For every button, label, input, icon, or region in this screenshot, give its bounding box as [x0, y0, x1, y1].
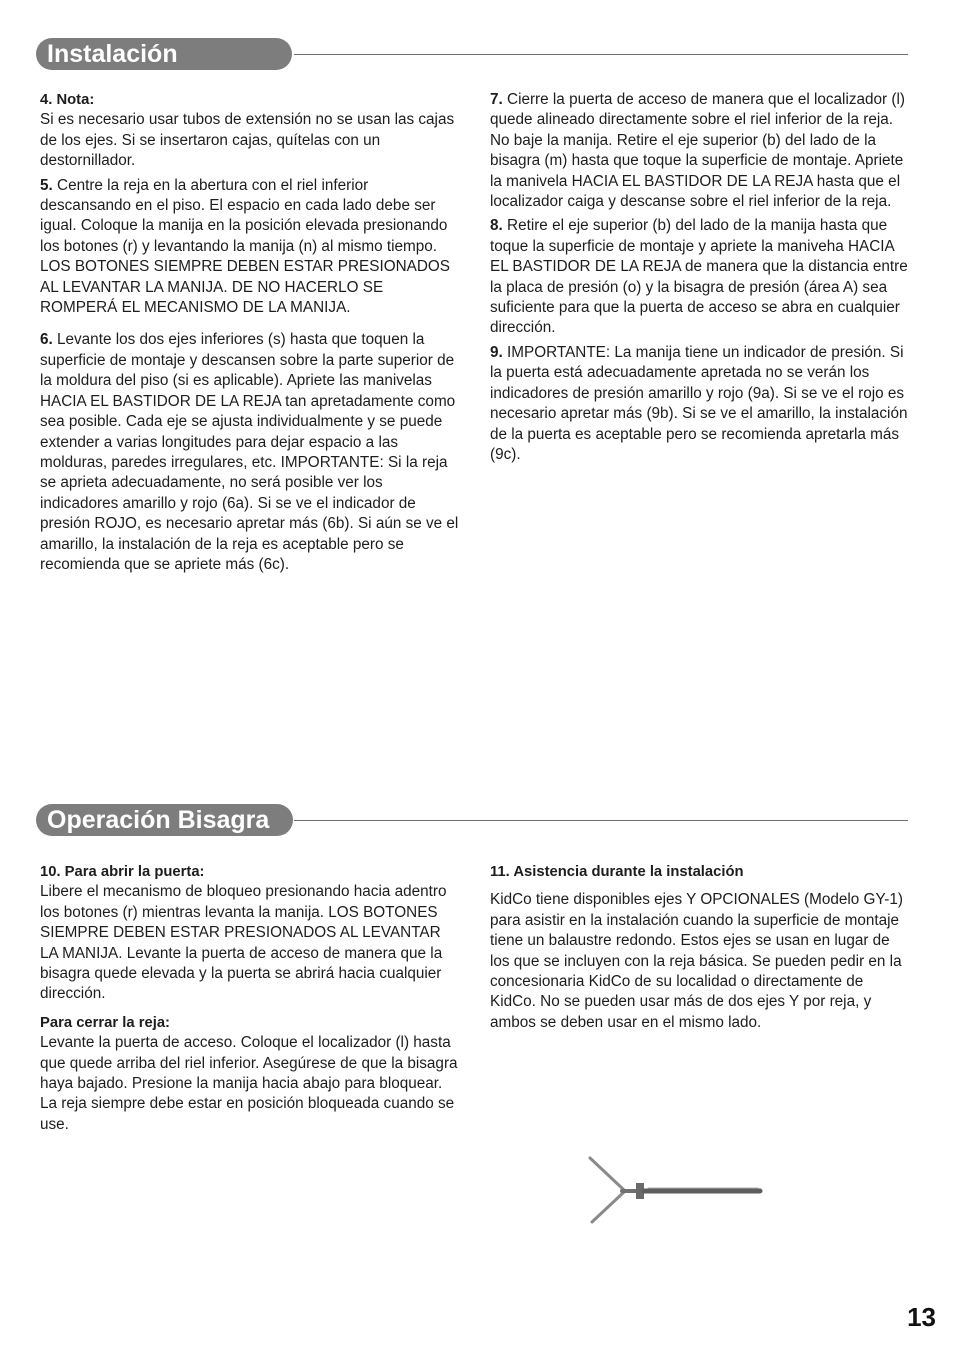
step-10 — [40, 862, 462, 1005]
section-header-instalacion — [36, 38, 908, 72]
header-rule — [294, 54, 908, 55]
step-8-number: 8. — [490, 217, 503, 235]
header-rule — [294, 820, 908, 821]
step-5 — [40, 176, 462, 319]
step-6-text: Levante los dos ejes inferiores (s) hasta que toquen la superficie de montaje y descansen sobre la parte superior de la moldura del piso (si es aplicable). Apriete las manivelas HACIA EL BASTIDOR DE LA REJA tan apretadamente como sea posible. Cada eje se ajusta individualmente y se puede extender a varias longitudes para dejar espacio a las molduras, paredes irregulares, etc. IMPORTANTE: Si la reja se aprieta adecuadamente, no será posible ver los indicadores amarillo y rojo (6a). Si se ve el indicador de presión ROJO, es necesario apretar más (6b). Si aún se ve el amarillo, la instalación de la reja es aceptable pero se recomienda que se apriete más (6c). — [40, 331, 459, 573]
y-spindle-icon — [590, 1158, 760, 1222]
operacion-column-right — [490, 862, 912, 1037]
step-5-text: Centre la reja en la abertura con el riel inferior descansando en el piso. El espacio en cada lado debe ser igual. Coloque la manija en la posición elevada presionando los botones (r) y levantando la manija (n) al mismo tiempo. LOS BOTONES SIEMPRE DEBEN ESTAR PRESIONADOS AL LEVANTAR LA MANIJA. DE NO HACERLO SE ROMPERÁ EL MECANISMO DE LA MANIJA. — [40, 176, 450, 317]
step-8 — [490, 216, 912, 338]
step-7-number: 7. — [490, 91, 503, 108]
step-4 — [40, 90, 462, 172]
instalacion-column-right — [490, 90, 912, 469]
step-4-text: Si es necesario usar tubos de extensión no se usan las cajas de los ejes. Si se insertaron cajas, quítelas con un destornillador. — [40, 111, 455, 170]
step-5-number: 5. — [40, 176, 53, 194]
step-9 — [490, 343, 912, 465]
section-title-instalacion: Instalación — [36, 38, 292, 70]
section-header-operacion — [36, 804, 908, 838]
step-8-text: Retire el eje superior (b) del lado de la manija hasta que toque la superficie de montaje y apriete la maniveha HACIA EL BASTIDOR DE LA REJA de manera que la distancia entre la placa de presión (o) y la bisagra de presión (área A) sea suficiente para que la puerta de acceso se abra en cualquier dirección. — [490, 217, 908, 337]
section-title-operacion: Operación Bisagra — [36, 804, 293, 836]
cerrar-reja-text: Levante la puerta de acceso. Coloque el localizador (l) hasta que quede arriba del riel inferior. Asegúrese de que la bisagra haya bajado. Presione la manija hacia abajo para bloquear. La reja siempre debe estar en posición bloqueada cuando se use. — [40, 1034, 458, 1133]
step-7-text: Cierre la puerta de acceso de manera que el localizador (l) quede alineado directamente sobre el riel inferior de la reja. No baje la manija. Retire el eje superior (b) del lado de la bisagra (m) hasta que toque la superficie de montaje. Apriete la manivela HACIA EL BASTIDOR DE LA REJA hasta que el localizador caiga y descanse sobre el riel inferior de la reja. — [490, 91, 905, 211]
operacion-column-left — [40, 862, 462, 1139]
cerrar-reja-heading: Para cerrar la reja: — [40, 1014, 170, 1031]
step-6 — [40, 330, 462, 575]
step-11-heading: 11. Asistencia durante la instalación — [490, 864, 744, 880]
y-spindle-illustration — [578, 1150, 768, 1232]
page-number: 13 — [907, 1302, 936, 1332]
cerrar-reja — [40, 1013, 462, 1135]
step-10-heading: 10. Para abrir la puerta: — [40, 864, 205, 880]
step-9-number: 9. — [490, 343, 503, 361]
step-9-text: IMPORTANTE: La manija tiene un indicador de presión. Si la puerta está adecuadamente apretada no se verán los indicadores de presión amarillo y rojo (9a). Si se ve el rojo es necesario apretar más (9b). Si se ve el amarillo, la instalación de la puerta es aceptable pero se recomienda apretarla más (9c). — [490, 343, 908, 463]
step-4-heading: 4. Nota: — [40, 92, 95, 108]
step-7 — [490, 90, 912, 212]
step-10-text: Libere el mecanismo de bloqueo presionando hacia adentro los botones (r) mientras levanta la manija. LOS BOTONES SIEMPRE DEBEN ESTAR PRESIONADOS AL LEVANTAR LA MANIJA. Levante la puerta de acceso de manera que la bisagra quede elevada y la puerta se abrirá hacia cualquier dirección. — [40, 883, 447, 1003]
instalacion-column-left — [40, 90, 462, 579]
step-6-number: 6. — [40, 331, 53, 349]
step-11-text: KidCo tiene disponibles ejes Y OPCIONALES (Modelo GY-1) para asistir en la instalación cuando la superficie de montaje tiene un balaustre redondo. Estos ejes se usan en lugar de los que se incluyen con la reja básica. Se pueden pedir en la concesionaria KidCo de su localidad o directamente de KidCo. No se pueden usar más de dos ejes Y por reja, y ambos se deben usar en el mismo lado. — [490, 891, 903, 1031]
